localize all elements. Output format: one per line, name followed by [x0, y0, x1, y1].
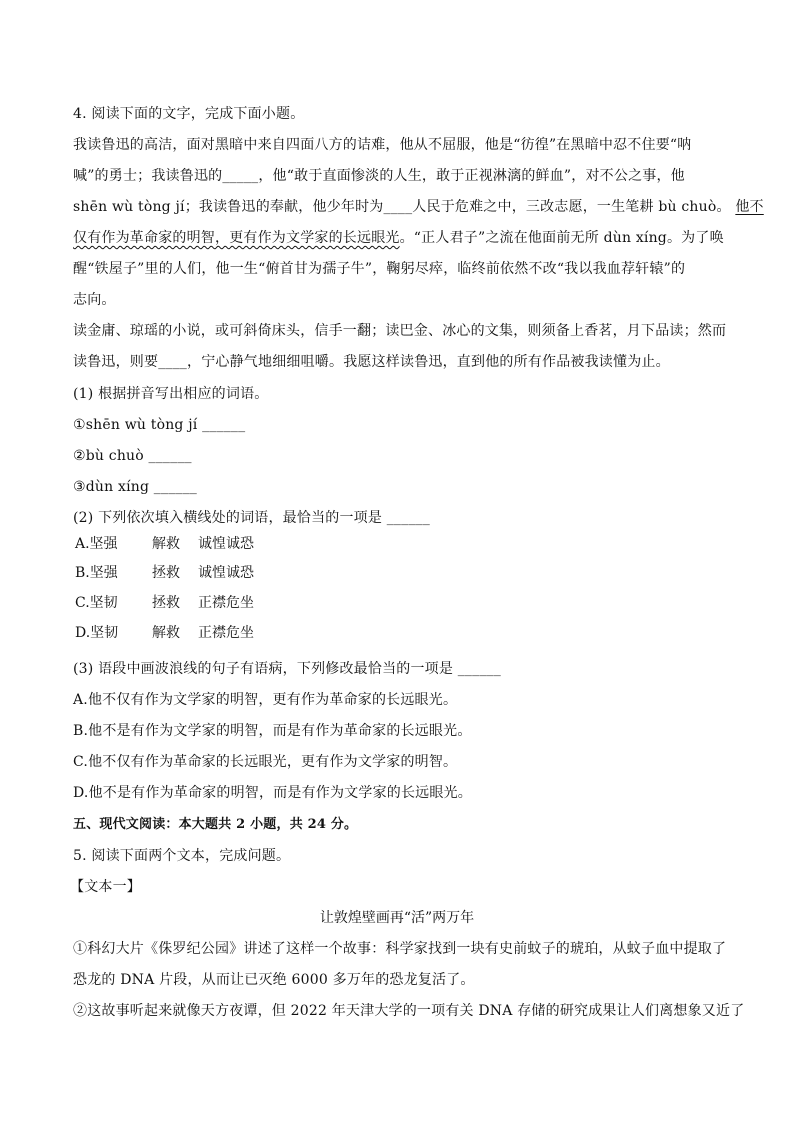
article-paragraph: ①科幻大片《侏罗纪公园》讲述了这样一个故事：科学家找到一块有史前蚊子的琥珀，从蚊子血中提取了 — [73, 941, 727, 957]
option-c-word2: 拯救 — [152, 595, 180, 611]
passage-underlined-start: 他不 — [735, 199, 764, 215]
subquestion-1-title: (1) 根据拼音写出相应的词语。 — [73, 386, 269, 402]
passage-line: 读金庸、琼瑶的小说，或可斜倚床头，信手一翻；读巴金、冰心的文集，则须备上香茗，月下品读；然而 — [73, 323, 727, 339]
option-c-word3: 正襟危坐 — [198, 595, 254, 611]
passage-line — [73, 197, 764, 217]
option-b-word3: 诚惶诚恐 — [198, 565, 254, 581]
subquestion-3-option-c: C.他不仅有作为革命家的长远眼光，更有作为文学家的明智。 — [73, 754, 458, 770]
text-1-label: 【文本一】 — [70, 879, 141, 895]
subquestion-1-item: ②bù chuò ______ — [73, 448, 192, 464]
passage-line: 志向。 — [73, 292, 116, 308]
passage-line: 读鲁迅，则要____，宁心静气地细细咀嚼。我愿这样读鲁迅，直到他的所有作品被我读懂为止。 — [73, 354, 670, 370]
question-4-intro: 4. 阅读下面的文字，完成下面小题。 — [73, 106, 305, 122]
option-b-word2: 拯救 — [152, 565, 180, 581]
subquestion-1-item: ③dùn xíng ______ — [73, 479, 197, 495]
subquestion-2-title: (2) 下列依次填入横线处的词语，最恰当的一项是 ______ — [73, 510, 430, 526]
section-5-heading: 五、现代文阅读：本大题共 2 小题，共 24 分。 — [73, 817, 358, 832]
passage-line: 醒“铁屋子”里的人们，他一生“俯首甘为孺子牛”，鞠躬尽瘁，临终前依然不改“我以我血荐轩辕”的 — [73, 261, 686, 277]
article-paragraph: ②这故事听起来就像天方夜谭，但 2022 年天津大学的一项有关 DNA 存储的研究成果让人们离想象又近了 — [73, 1003, 745, 1019]
subquestion-3-option-d: D.他不是有作为革命家的明智，而是有作为文学家的长远眼光。 — [73, 785, 472, 801]
question-5-intro: 5. 阅读下面两个文本，完成问题。 — [73, 848, 291, 864]
option-d-word3: 正襟危坐 — [198, 625, 254, 641]
option-d-word2: 解救 — [152, 625, 180, 641]
article-paragraph: 恐龙的 DNA 片段，从而让已灭绝 6000 多万年的恐龙复活了。 — [73, 972, 475, 988]
subquestion-3-option-b: B.他不是有作为文学家的明智，而是有作为革命家的长远眼光。 — [73, 723, 472, 739]
passage-line — [73, 228, 723, 248]
option-d-word1: D.坚韧 — [75, 625, 119, 641]
option-a-word2: 解救 — [152, 536, 180, 552]
passage-text: shēn wù tòng jí；我读鲁迅的奉献，他少年时为____人民于危难之中，三改志愿，一生笔耕 bù chuò。 — [73, 199, 731, 215]
subquestion-3-title: (3) 语段中画波浪线的句子有语病，下列修改最恰当的一项是 ______ — [73, 661, 501, 677]
passage-line: 喊”的勇士；我读鲁迅的_____，他“敢于直面惨淡的人生，敢于正视淋漓的鲜血”，对不公之事，他 — [73, 168, 685, 184]
wavy-underlined-sentence: 仅有作为革命家的明智，更有作为文学家的长远眼光 — [73, 230, 400, 246]
article-title: 让敦煌壁画再“活”两万年 — [319, 910, 475, 926]
passage-text: 。“正人君子”之流在他面前无所 dùn xíng。为了唤 — [399, 230, 724, 246]
option-a-word3: 诚惶诚恐 — [198, 536, 254, 552]
option-b-word1: B.坚强 — [75, 565, 118, 581]
subquestion-3-option-a: A.他不仅有作为文学家的明智，更有作为革命家的长远眼光。 — [73, 692, 458, 708]
option-a-word1: A.坚强 — [75, 536, 118, 552]
option-c-word1: C.坚韧 — [75, 595, 118, 611]
subquestion-1-item: ①shēn wù tòng jí ______ — [73, 417, 246, 433]
passage-line: 我读鲁迅的高洁，面对黑暗中来自四面八方的诘难，他从不屈服，他是“彷徨”在黑暗中忍不住要“呐 — [73, 137, 692, 153]
